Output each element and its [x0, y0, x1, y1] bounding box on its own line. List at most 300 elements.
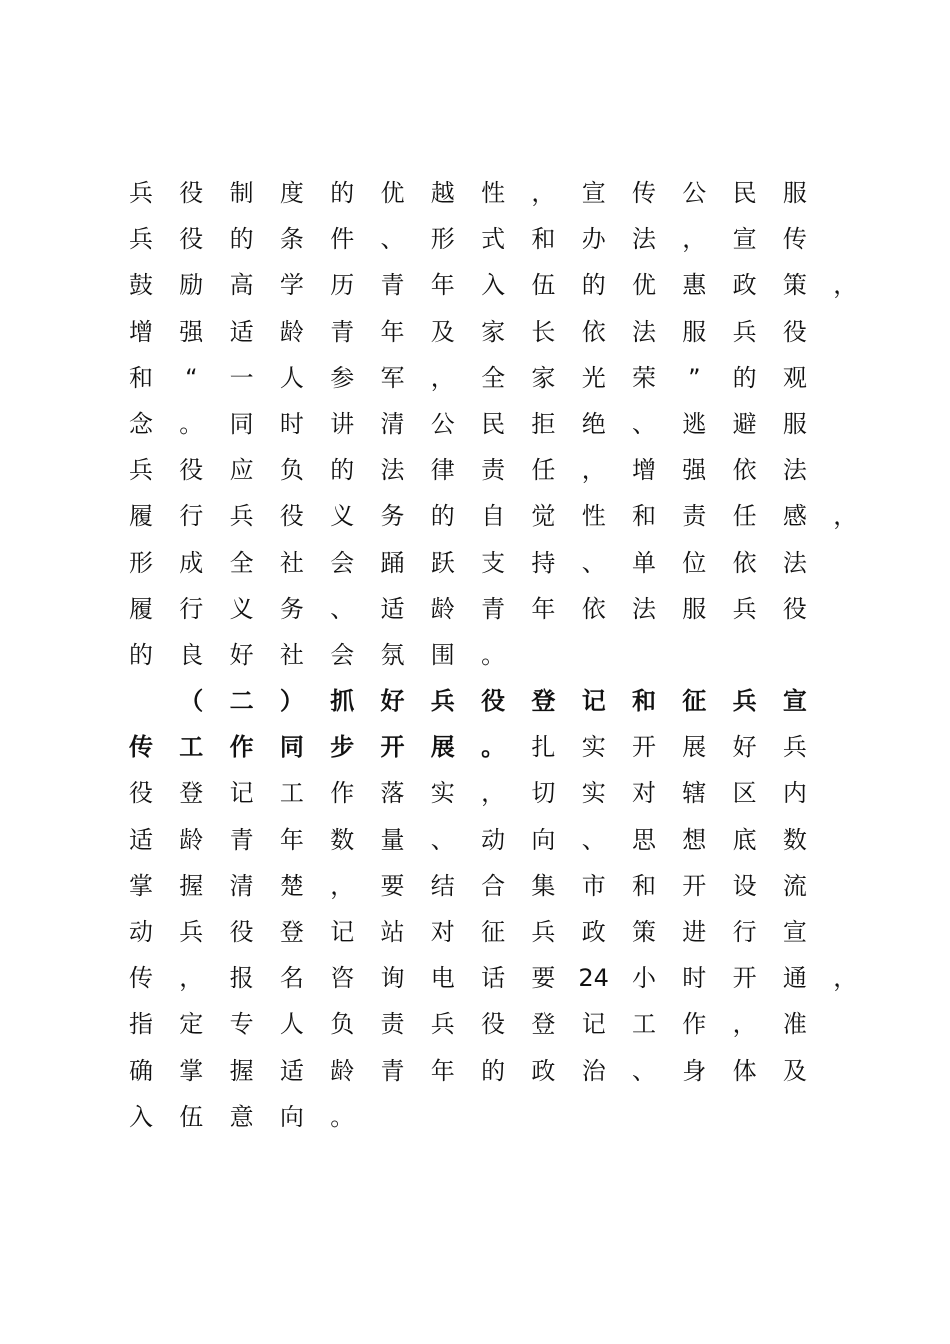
- text-glyph: ”: [688, 363, 701, 392]
- text-line: [129, 909, 849, 955]
- text-glyph: 兵: [430, 687, 455, 716]
- text-glyph: 的: [229, 225, 254, 254]
- text-glyph: 公: [430, 409, 455, 438]
- text-glyph: 支: [481, 548, 506, 577]
- document-body: [129, 170, 858, 1140]
- text-line: [129, 216, 849, 262]
- text-glyph: “: [185, 363, 198, 392]
- text-glyph: 高: [229, 271, 254, 300]
- text-glyph: 、: [430, 825, 455, 854]
- text-glyph: 、: [330, 594, 355, 623]
- text-glyph: 兵: [732, 594, 757, 623]
- text-glyph: 设: [732, 871, 757, 900]
- text-glyph: ，: [833, 502, 858, 531]
- text-glyph: 履: [129, 594, 153, 623]
- text-glyph: 好: [229, 640, 254, 669]
- text-line: [129, 1048, 849, 1094]
- text-glyph: 治: [581, 1056, 606, 1085]
- text-glyph: 记: [581, 687, 606, 716]
- text-glyph: 电: [430, 964, 455, 993]
- text-glyph: 及: [430, 317, 455, 346]
- text-line: [129, 770, 849, 816]
- text-glyph: 记: [330, 918, 355, 946]
- text-glyph: ，: [732, 1010, 757, 1039]
- text-glyph: 逃: [682, 409, 707, 438]
- text-glyph: 和: [632, 502, 656, 531]
- text-glyph: 作: [330, 779, 355, 808]
- text-glyph: 。: [481, 733, 506, 762]
- text-glyph: 确: [129, 1056, 153, 1085]
- text-glyph: 历: [330, 271, 355, 300]
- text-glyph: 和: [531, 225, 556, 254]
- text-glyph: 任: [732, 502, 757, 531]
- text-glyph: 想: [682, 825, 707, 854]
- text-glyph: 思: [632, 825, 656, 854]
- text-line: [129, 586, 849, 632]
- text-glyph: 自: [481, 502, 506, 531]
- text-glyph: ）: [279, 687, 304, 716]
- text-glyph: 律: [430, 456, 455, 485]
- text-glyph: ，: [179, 964, 204, 993]
- text-glyph: ，: [430, 363, 455, 392]
- text-glyph: 观: [782, 363, 807, 392]
- text-glyph: 兵: [179, 918, 204, 946]
- text-glyph: 握: [179, 871, 204, 900]
- text-glyph: 作: [682, 1010, 707, 1039]
- text-glyph: 的: [430, 502, 455, 531]
- text-glyph: 意: [229, 1102, 254, 1131]
- text-glyph: 的: [129, 640, 153, 669]
- text-glyph: 、: [581, 548, 606, 577]
- text-glyph: ，: [581, 456, 606, 485]
- text-glyph: 一: [229, 363, 254, 392]
- text-glyph: 报: [229, 964, 254, 993]
- text-glyph: 清: [380, 409, 405, 438]
- text-glyph: 记: [229, 779, 254, 808]
- text-glyph: 向: [531, 825, 556, 854]
- text-glyph: 进: [682, 918, 707, 946]
- text-glyph: 行: [732, 918, 757, 946]
- text-glyph: 役: [229, 918, 254, 946]
- text-glyph: 好: [732, 733, 757, 762]
- text-glyph: 负: [279, 456, 304, 485]
- text-glyph: 围: [430, 640, 455, 669]
- text-glyph: 履: [129, 502, 153, 531]
- text-glyph: 适: [129, 825, 153, 854]
- text-glyph: 役: [279, 502, 304, 531]
- text-line: [129, 724, 849, 770]
- text-glyph: 适: [279, 1056, 304, 1085]
- text-glyph: 绝: [581, 409, 606, 438]
- text-glyph: 役: [782, 317, 807, 346]
- text-line: [129, 1001, 849, 1047]
- text-glyph: 合: [481, 871, 506, 900]
- text-glyph: 法: [782, 548, 807, 577]
- text-glyph: 责: [682, 502, 707, 531]
- text-glyph: 年: [430, 271, 455, 300]
- text-glyph: 长: [531, 317, 556, 346]
- text-glyph: 优: [632, 271, 656, 300]
- text-glyph: 政: [531, 1056, 556, 1085]
- text-glyph: 民: [732, 179, 757, 207]
- text-glyph: 楚: [279, 871, 304, 900]
- text-glyph: 开: [732, 964, 757, 993]
- text-glyph: 要: [380, 871, 405, 900]
- text-glyph: 依: [581, 317, 606, 346]
- text-glyph: 法: [632, 594, 656, 623]
- text-glyph: 实: [430, 779, 455, 808]
- text-glyph: 会: [330, 640, 355, 669]
- text-glyph: 时: [682, 964, 707, 993]
- text-glyph: 条: [279, 225, 304, 254]
- text-glyph: ，: [531, 179, 556, 207]
- text-glyph: 义: [229, 594, 254, 623]
- text-glyph: 增: [632, 456, 656, 485]
- text-glyph: 咨: [330, 964, 355, 993]
- text-glyph: 区: [732, 779, 757, 808]
- text-line: [129, 493, 858, 539]
- text-glyph: 落: [380, 779, 405, 808]
- text-glyph: 青: [380, 1056, 405, 1085]
- text-glyph: 要: [531, 964, 556, 993]
- text-glyph: 开: [682, 871, 707, 900]
- text-glyph: 民: [481, 409, 506, 438]
- text-glyph: 结: [430, 871, 455, 900]
- text-glyph: 抓: [330, 687, 355, 716]
- text-glyph: 行: [179, 594, 204, 623]
- text-glyph: 公: [682, 179, 707, 207]
- text-glyph: ，: [833, 964, 858, 993]
- text-glyph: 念: [129, 409, 153, 438]
- text-glyph: 集: [531, 871, 556, 900]
- text-glyph: 责: [380, 1010, 405, 1039]
- text-glyph: 政: [732, 271, 757, 300]
- text-glyph: 体: [732, 1056, 757, 1085]
- text-glyph: 服: [682, 594, 707, 623]
- text-line: [129, 955, 858, 1001]
- text-glyph: 性: [581, 502, 606, 531]
- text-glyph: 登: [531, 1010, 556, 1039]
- text-glyph: 作: [229, 733, 254, 762]
- text-glyph: 适: [380, 594, 405, 623]
- text-glyph: 踊: [380, 548, 405, 577]
- text-glyph: 名: [279, 964, 304, 993]
- text-glyph: 、: [581, 825, 606, 854]
- text-glyph: 传: [632, 179, 656, 207]
- text-glyph: 二: [229, 687, 254, 716]
- text-glyph: 件: [330, 225, 355, 254]
- text-glyph: 和: [129, 363, 153, 392]
- text-line: [129, 863, 849, 909]
- text-glyph: 增: [129, 317, 153, 346]
- text-glyph: 伍: [531, 271, 556, 300]
- text-glyph: 宣: [581, 179, 606, 207]
- text-glyph: 行: [179, 502, 204, 531]
- text-glyph: 龄: [279, 317, 304, 346]
- text-glyph: 龄: [330, 1056, 355, 1085]
- text-glyph: 负: [330, 1010, 355, 1039]
- text-glyph: 兵: [782, 733, 807, 762]
- text-glyph: 登: [179, 779, 204, 808]
- text-glyph: 参: [330, 363, 355, 392]
- text-glyph: （: [179, 687, 204, 716]
- text-glyph: 切: [531, 779, 556, 808]
- text-glyph: 流: [782, 871, 807, 900]
- text-glyph: 指: [129, 1010, 153, 1039]
- text-glyph: 责: [481, 456, 506, 485]
- text-glyph: 的: [481, 1056, 506, 1085]
- text-glyph: 成: [179, 548, 204, 577]
- text-glyph: 社: [279, 548, 304, 577]
- text-glyph: 龄: [179, 825, 204, 854]
- text-glyph: 登: [531, 687, 556, 716]
- text-glyph: 年: [531, 594, 556, 623]
- text-glyph: 。: [330, 1102, 355, 1131]
- text-glyph: 握: [229, 1056, 254, 1085]
- text-glyph: 感: [782, 502, 807, 531]
- text-glyph: 人: [279, 1010, 304, 1039]
- text-glyph: 全: [481, 363, 506, 392]
- text-glyph: 讲: [330, 409, 355, 438]
- text-glyph: 任: [531, 456, 556, 485]
- text-glyph: 兵: [129, 225, 153, 254]
- text-glyph: 制: [229, 179, 254, 207]
- text-glyph: 兵: [129, 179, 153, 207]
- text-glyph: 服: [782, 409, 807, 438]
- text-glyph: 办: [581, 225, 606, 254]
- text-glyph: ，: [682, 225, 707, 254]
- text-glyph: 青: [229, 825, 254, 854]
- text-glyph: 动: [481, 825, 506, 854]
- text-glyph: 的: [732, 363, 757, 392]
- text-glyph: 策: [782, 271, 807, 300]
- text-glyph: 宣: [732, 225, 757, 254]
- text-glyph: 策: [632, 918, 656, 946]
- text-line: [129, 309, 849, 355]
- text-glyph: 役: [179, 456, 204, 485]
- text-glyph: 数: [330, 825, 355, 854]
- text-glyph: 登: [279, 918, 304, 946]
- text-glyph: 询: [380, 964, 405, 993]
- text-glyph: 对: [632, 779, 656, 808]
- text-glyph: 、: [632, 409, 656, 438]
- text-glyph: 展: [682, 733, 707, 762]
- text-line: [129, 170, 849, 216]
- text-glyph: 数: [782, 825, 807, 854]
- text-glyph: 社: [279, 640, 304, 669]
- text-glyph: 适: [229, 317, 254, 346]
- text-glyph: 兵: [531, 918, 556, 946]
- text-glyph: 应: [229, 456, 254, 485]
- text-glyph: 24: [578, 964, 609, 993]
- text-line: [129, 817, 849, 863]
- text-glyph: 和: [632, 687, 656, 716]
- text-glyph: 兵: [229, 502, 254, 531]
- text-glyph: 氛: [380, 640, 405, 669]
- text-glyph: 步: [330, 733, 355, 762]
- text-glyph: 服: [782, 179, 807, 207]
- text-glyph: 兵: [430, 1010, 455, 1039]
- text-glyph: 的: [330, 179, 355, 207]
- text-glyph: 役: [782, 594, 807, 623]
- text-line: [129, 355, 849, 401]
- text-glyph: 年: [380, 317, 405, 346]
- text-glyph: 形: [129, 548, 153, 577]
- text-line: [129, 632, 849, 678]
- text-glyph: 征: [682, 687, 707, 716]
- text-glyph: 光: [581, 363, 606, 392]
- text-glyph: 青: [330, 317, 355, 346]
- text-glyph: 专: [229, 1010, 254, 1039]
- text-glyph: 形: [430, 225, 455, 254]
- text-glyph: 政: [581, 918, 606, 946]
- text-glyph: ，: [833, 271, 858, 300]
- text-glyph: 宣: [782, 687, 807, 716]
- text-glyph: 义: [330, 502, 355, 531]
- text-glyph: 年: [430, 1056, 455, 1085]
- text-glyph: 小: [632, 964, 656, 993]
- text-glyph: 励: [179, 271, 204, 300]
- text-line: [129, 447, 849, 493]
- text-line: [129, 678, 849, 724]
- text-glyph: 年: [279, 825, 304, 854]
- text-glyph: 宣: [782, 918, 807, 946]
- text-glyph: 良: [179, 640, 204, 669]
- text-glyph: 依: [732, 456, 757, 485]
- text-glyph: 的: [581, 271, 606, 300]
- text-glyph: 时: [279, 409, 304, 438]
- text-glyph: 定: [179, 1010, 204, 1039]
- text-glyph: 役: [481, 1010, 506, 1039]
- text-glyph: 家: [481, 317, 506, 346]
- text-glyph: 越: [430, 179, 455, 207]
- text-glyph: 、: [380, 225, 405, 254]
- text-glyph: 性: [481, 179, 506, 207]
- text-glyph: 避: [732, 409, 757, 438]
- text-glyph: 鼓: [129, 271, 153, 300]
- text-glyph: 青: [380, 271, 405, 300]
- text-glyph: 全: [229, 548, 254, 577]
- text-glyph: 役: [481, 687, 506, 716]
- text-glyph: 会: [330, 548, 355, 577]
- text-glyph: 及: [782, 1056, 807, 1085]
- text-line: [129, 1094, 849, 1140]
- text-glyph: 兵: [732, 317, 757, 346]
- text-glyph: 依: [732, 548, 757, 577]
- text-glyph: 兵: [129, 456, 153, 485]
- text-glyph: 式: [481, 225, 506, 254]
- text-glyph: 役: [129, 779, 153, 808]
- text-glyph: 法: [632, 225, 656, 254]
- text-glyph: 优: [380, 179, 405, 207]
- text-glyph: 军: [380, 363, 405, 392]
- text-glyph: 开: [380, 733, 405, 762]
- text-glyph: 位: [682, 548, 707, 577]
- text-glyph: 量: [380, 825, 405, 854]
- text-glyph: 向: [279, 1102, 304, 1131]
- text-glyph: 开: [632, 733, 656, 762]
- text-line: [129, 401, 849, 447]
- text-glyph: 实: [581, 733, 606, 762]
- text-glyph: 家: [531, 363, 556, 392]
- text-glyph: 同: [229, 409, 254, 438]
- text-glyph: 同: [279, 733, 304, 762]
- text-glyph: 的: [330, 456, 355, 485]
- text-glyph: 惠: [682, 271, 707, 300]
- text-glyph: 记: [581, 1010, 606, 1039]
- text-glyph: 话: [481, 964, 506, 993]
- text-glyph: ，: [330, 871, 355, 900]
- text-glyph: 龄: [430, 594, 455, 623]
- text-glyph: 法: [632, 317, 656, 346]
- text-glyph: 青: [481, 594, 506, 623]
- text-glyph: 兵: [732, 687, 757, 716]
- text-glyph: 工: [279, 779, 304, 808]
- text-glyph: 单: [632, 548, 656, 577]
- text-glyph: 对: [430, 918, 455, 946]
- text-glyph: 动: [129, 918, 153, 946]
- text-glyph: ，: [481, 779, 506, 808]
- text-glyph: 内: [782, 779, 807, 808]
- text-glyph: 展: [430, 733, 455, 762]
- text-glyph: 度: [279, 179, 304, 207]
- text-glyph: 人: [279, 363, 304, 392]
- text-glyph: 工: [632, 1010, 656, 1039]
- text-glyph: 役: [179, 179, 204, 207]
- text-glyph: 。: [179, 409, 204, 438]
- text-glyph: 服: [682, 317, 707, 346]
- text-glyph: 好: [380, 687, 405, 716]
- text-line: [129, 540, 849, 586]
- text-glyph: 学: [279, 271, 304, 300]
- text-glyph: 辖: [682, 779, 707, 808]
- text-glyph: 掌: [129, 871, 153, 900]
- text-glyph: 征: [481, 918, 506, 946]
- text-glyph: 掌: [179, 1056, 204, 1085]
- text-glyph: 身: [682, 1056, 707, 1085]
- text-glyph: 、: [632, 1056, 656, 1085]
- text-glyph: 强: [682, 456, 707, 485]
- text-glyph: 实: [581, 779, 606, 808]
- text-glyph: 工: [179, 733, 204, 762]
- text-glyph: 务: [279, 594, 304, 623]
- text-glyph: 伍: [179, 1102, 204, 1131]
- text-glyph: 传: [782, 225, 807, 254]
- text-glyph: 传: [129, 733, 153, 762]
- text-glyph: 荣: [632, 363, 656, 392]
- text-glyph: 依: [581, 594, 606, 623]
- text-glyph: 扎: [531, 733, 556, 762]
- text-glyph: 通: [782, 964, 807, 993]
- text-glyph: 站: [380, 918, 405, 946]
- text-glyph: 持: [531, 548, 556, 577]
- text-glyph: 务: [380, 502, 405, 531]
- text-glyph: 传: [129, 964, 153, 993]
- text-glyph: 入: [481, 271, 506, 300]
- text-glyph: 觉: [531, 502, 556, 531]
- text-glyph: 准: [782, 1010, 807, 1039]
- text-glyph: 法: [380, 456, 405, 485]
- text-line: [129, 262, 858, 308]
- text-glyph: 。: [481, 640, 506, 669]
- text-glyph: 强: [179, 317, 204, 346]
- text-glyph: 清: [229, 871, 254, 900]
- text-glyph: 和: [632, 871, 656, 900]
- text-glyph: 底: [732, 825, 757, 854]
- text-glyph: 市: [581, 871, 606, 900]
- text-glyph: 法: [782, 456, 807, 485]
- text-glyph: 役: [179, 225, 204, 254]
